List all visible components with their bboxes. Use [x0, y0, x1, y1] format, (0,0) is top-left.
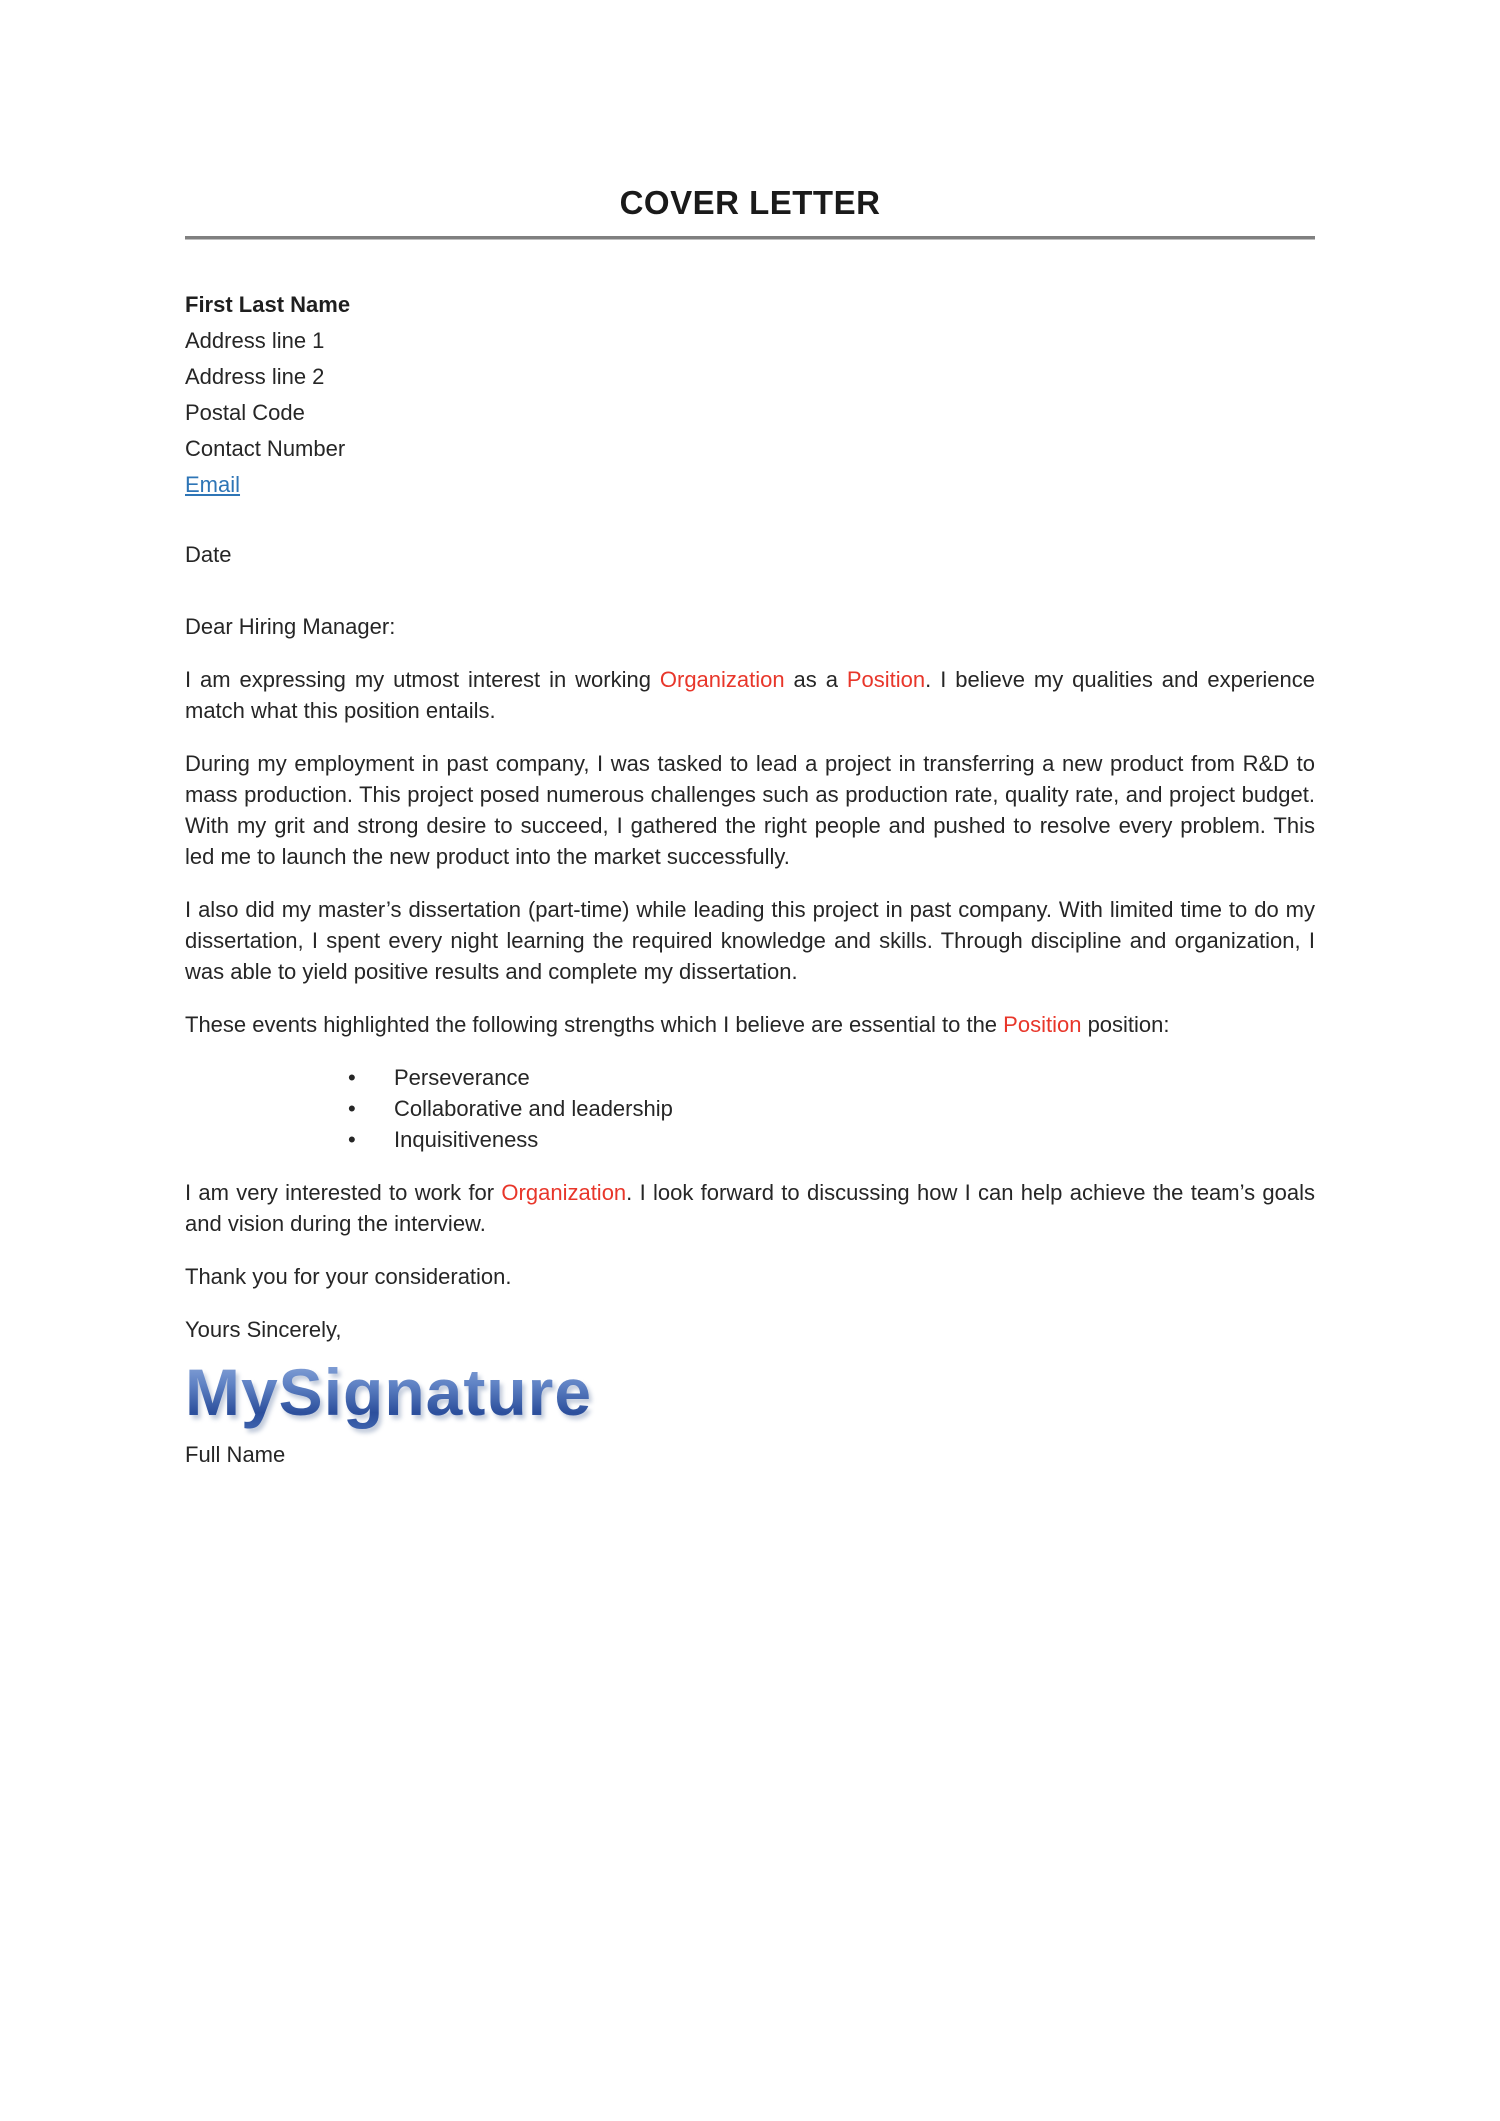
paragraph-strengths-lead-in: These events highlighted the following strengths which I believe are essential to the Position position:	[185, 1012, 1170, 1037]
date-line: Date	[185, 542, 232, 567]
paragraph-project-experience: During my employment in past company, I was tasked to lead a project in transferring a new product from R&D to mass production. This project posed numerous challenges such as production rate, quality rate, and project budget. With my grit and strong desire to succeed, I gathered the right people and pushed to resolve every problem. This led me to launch the new product into the market successfully.	[185, 751, 1315, 869]
strength-label: Perseverance	[394, 1065, 530, 1090]
email-link[interactable]: Email	[185, 472, 241, 497]
strength-label: Inquisitiveness	[394, 1127, 539, 1152]
strength-item-inquisitiveness	[348, 1124, 1315, 1155]
title-divider	[185, 236, 1315, 240]
sender-email-line	[185, 467, 1315, 503]
signature-text: MySignature	[185, 1355, 593, 1429]
sender-name: First Last Name	[185, 292, 351, 317]
full-name: Full Name	[185, 1442, 286, 1467]
document-title: COVER LETTER	[619, 184, 881, 221]
bullet-icon: •	[348, 1127, 356, 1152]
paragraph-intro: I am expressing my utmost interest in working Organization as a Position. I believe my qualities and experience match what this position entails.	[185, 667, 1316, 723]
paragraph-dissertation: I also did my master’s dissertation (part-time) while leading this project in past company. With limited time to do my dissertation, I spent every night learning the required knowledge and skills. Through discipline and organization, I was able to yield positive results and complete my dissertation.	[185, 897, 1315, 984]
closing-line: Yours Sincerely,	[185, 1317, 342, 1342]
sender-contact-number: Contact Number	[185, 436, 346, 461]
paragraph-interest-closing: I am very interested to work for Organization. I look forward to discussing how I can help achieve the team’s goals and vision during the interview.	[185, 1180, 1316, 1236]
sender-address-line-2: Address line 2	[185, 364, 325, 389]
strength-item-collaborative	[348, 1093, 1315, 1124]
paragraph-thanks: Thank you for your consideration.	[185, 1264, 512, 1289]
strengths-list	[185, 1062, 1315, 1155]
strength-item-perseverance	[348, 1062, 1315, 1093]
salutation: Dear Hiring Manager:	[185, 614, 396, 639]
sender-block	[185, 287, 1315, 503]
sender-address-line-1: Address line 1	[185, 328, 325, 353]
sender-postal-code: Postal Code	[185, 400, 305, 425]
strength-label: Collaborative and leadership	[394, 1096, 673, 1121]
bullet-icon: •	[348, 1065, 356, 1090]
bullet-icon: •	[348, 1096, 356, 1121]
